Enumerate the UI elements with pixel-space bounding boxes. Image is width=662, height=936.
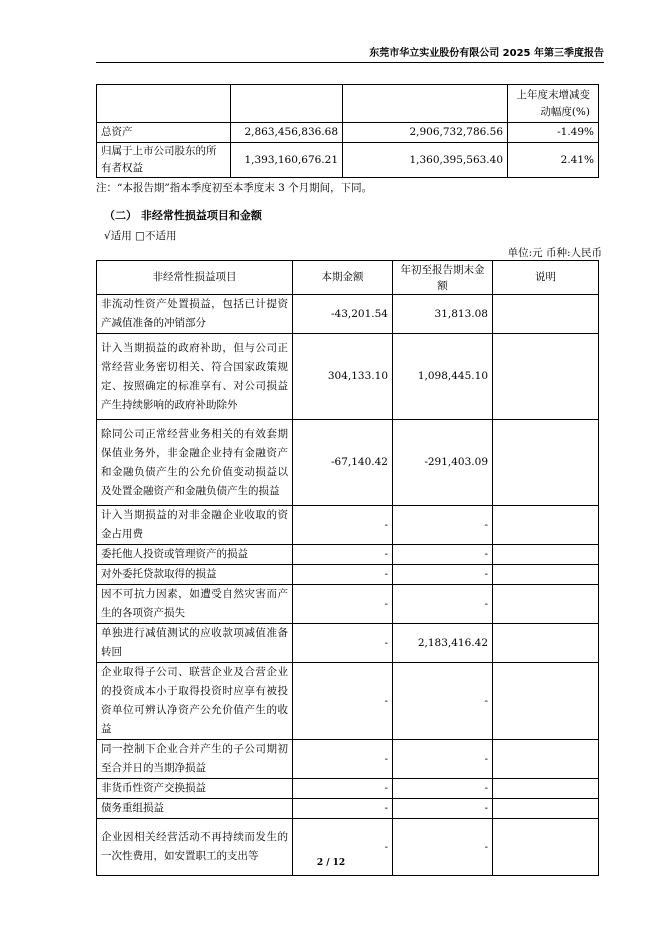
table-row <box>97 663 599 740</box>
change-value: 2.41% <box>508 143 599 178</box>
unit-currency-line: 单位:元 币种:人民币 <box>507 247 602 259</box>
item-label: 债务重组损益 <box>97 799 293 819</box>
current-amount: - <box>293 799 393 819</box>
table-row <box>97 565 599 585</box>
ytd-amount: - <box>393 663 493 740</box>
current-amount: - <box>293 663 393 740</box>
page-number: 2 / 12 <box>316 858 346 868</box>
header-item: 非经常性损益项目 <box>97 261 293 295</box>
current-amount: 304,133.10 <box>293 334 393 420</box>
ytd-amount: 2,183,416.42 <box>393 624 493 663</box>
item-note <box>493 740 599 779</box>
row-label: 归属于上市公司股东的所有者权益 <box>97 143 231 178</box>
current-amount: - <box>293 624 393 663</box>
balance-table-header-row <box>97 85 599 123</box>
current-amount: -43,201.54 <box>293 295 393 334</box>
ytd-amount: 31,813.08 <box>393 295 493 334</box>
item-label: 对外委托贷款取得的损益 <box>97 565 293 585</box>
item-note <box>493 334 599 420</box>
ytd-amount: - <box>393 585 493 624</box>
row-label: 总资产 <box>97 123 231 143</box>
table-row <box>97 779 599 799</box>
item-note <box>493 799 599 819</box>
table-row <box>97 420 599 506</box>
change-value: -1.49% <box>508 123 599 143</box>
balance-header-change: 上年度末增减变动幅度(%) <box>508 85 599 123</box>
current-amount: - <box>293 819 393 876</box>
item-note <box>493 506 599 545</box>
current-amount: - <box>293 565 393 585</box>
item-label: 除同公司正常经营业务相关的有效套期保值业务外，非金融企业持有金融资产和金融负债产生的公允价值变动损益以及处置金融资产和金融负债产生的损益 <box>97 420 293 506</box>
balance-header-cell-empty <box>343 85 508 123</box>
ytd-amount: - <box>393 506 493 545</box>
current-value: 1,393,160,676.21 <box>231 143 343 178</box>
item-note <box>493 663 599 740</box>
table-row <box>97 545 599 565</box>
ytd-amount: 1,098,445.10 <box>393 334 493 420</box>
header-ytd: 年初至报告期末金额 <box>393 261 493 295</box>
non-recurring-items-table <box>96 260 599 876</box>
balance-header-cell-empty <box>97 85 231 123</box>
item-note <box>493 585 599 624</box>
header-current: 本期金额 <box>293 261 393 295</box>
item-label: 非货币性资产交换损益 <box>97 779 293 799</box>
item-label: 因不可抗力因素，如遭受自然灾害而产生的各项资产损失 <box>97 585 293 624</box>
item-note <box>493 295 599 334</box>
header-rule <box>96 62 604 63</box>
item-label: 企业因相关经营活动不再持续而发生的一次性费用，如安置职工的支出等 <box>97 819 293 876</box>
current-amount: -67,140.42 <box>293 420 393 506</box>
table-row <box>97 143 599 178</box>
ytd-amount: - <box>393 545 493 565</box>
item-label: 委托他人投资或管理资产的损益 <box>97 545 293 565</box>
item-label: 计入当期损益的对非金融企业收取的资金占用费 <box>97 506 293 545</box>
table-row <box>97 123 599 143</box>
ytd-amount: - <box>393 740 493 779</box>
balance-table <box>96 84 599 178</box>
item-note <box>493 624 599 663</box>
page-header: 东莞市华立实业股份有限公司 2025 年第三季度报告 <box>369 48 604 59</box>
item-label: 计入当期损益的政府补助，但与公司正常经营业务密切相关、符合国家政策规定、按照确定的标准享有、对公司损益产生持续影响的政府补助除外 <box>97 334 293 420</box>
item-note <box>493 779 599 799</box>
ytd-amount: -291,403.09 <box>393 420 493 506</box>
table-row <box>97 295 599 334</box>
current-amount: - <box>293 506 393 545</box>
item-note <box>493 420 599 506</box>
ytd-amount: - <box>393 779 493 799</box>
prior-value: 1,360,395,563.40 <box>343 143 508 178</box>
table-row <box>97 799 599 819</box>
section-title: （二） 非经常性损益项目和金额 <box>104 209 262 222</box>
current-amount: - <box>293 545 393 565</box>
current-amount: - <box>293 740 393 779</box>
current-value: 2,863,456,836.68 <box>231 123 343 143</box>
table-row <box>97 506 599 545</box>
prior-value: 2,906,732,786.56 <box>343 123 508 143</box>
item-label: 单独进行减值测试的应收款项减值准备转回 <box>97 624 293 663</box>
current-amount: - <box>293 585 393 624</box>
ytd-amount: - <box>393 799 493 819</box>
item-label: 同一控制下企业合并产生的子公司期初至合并日的当期净损益 <box>97 740 293 779</box>
table-row <box>97 740 599 779</box>
ytd-amount: - <box>393 819 493 876</box>
current-amount: - <box>293 779 393 799</box>
item-note <box>493 565 599 585</box>
table-row <box>97 334 599 420</box>
table-row <box>97 624 599 663</box>
balance-header-cell-empty <box>231 85 343 123</box>
table-row <box>97 585 599 624</box>
applicability-options: √适用 □不适用 <box>104 230 177 242</box>
item-label: 非流动性资产处置损益，包括已计提资产减值准备的冲销部分 <box>97 295 293 334</box>
item-note <box>493 545 599 565</box>
ytd-amount: - <box>393 565 493 585</box>
header-note: 说明 <box>493 261 599 295</box>
table-header-row <box>97 261 599 295</box>
item-label: 企业取得子公司、联营企业及合营企业的投资成本小于取得投资时应享有被投资单位可辨认净资产公允价值产生的收益 <box>97 663 293 740</box>
footnote: 注：“本报告期”指本季度初至本季度末 3 个月期间，下同。 <box>96 182 373 194</box>
